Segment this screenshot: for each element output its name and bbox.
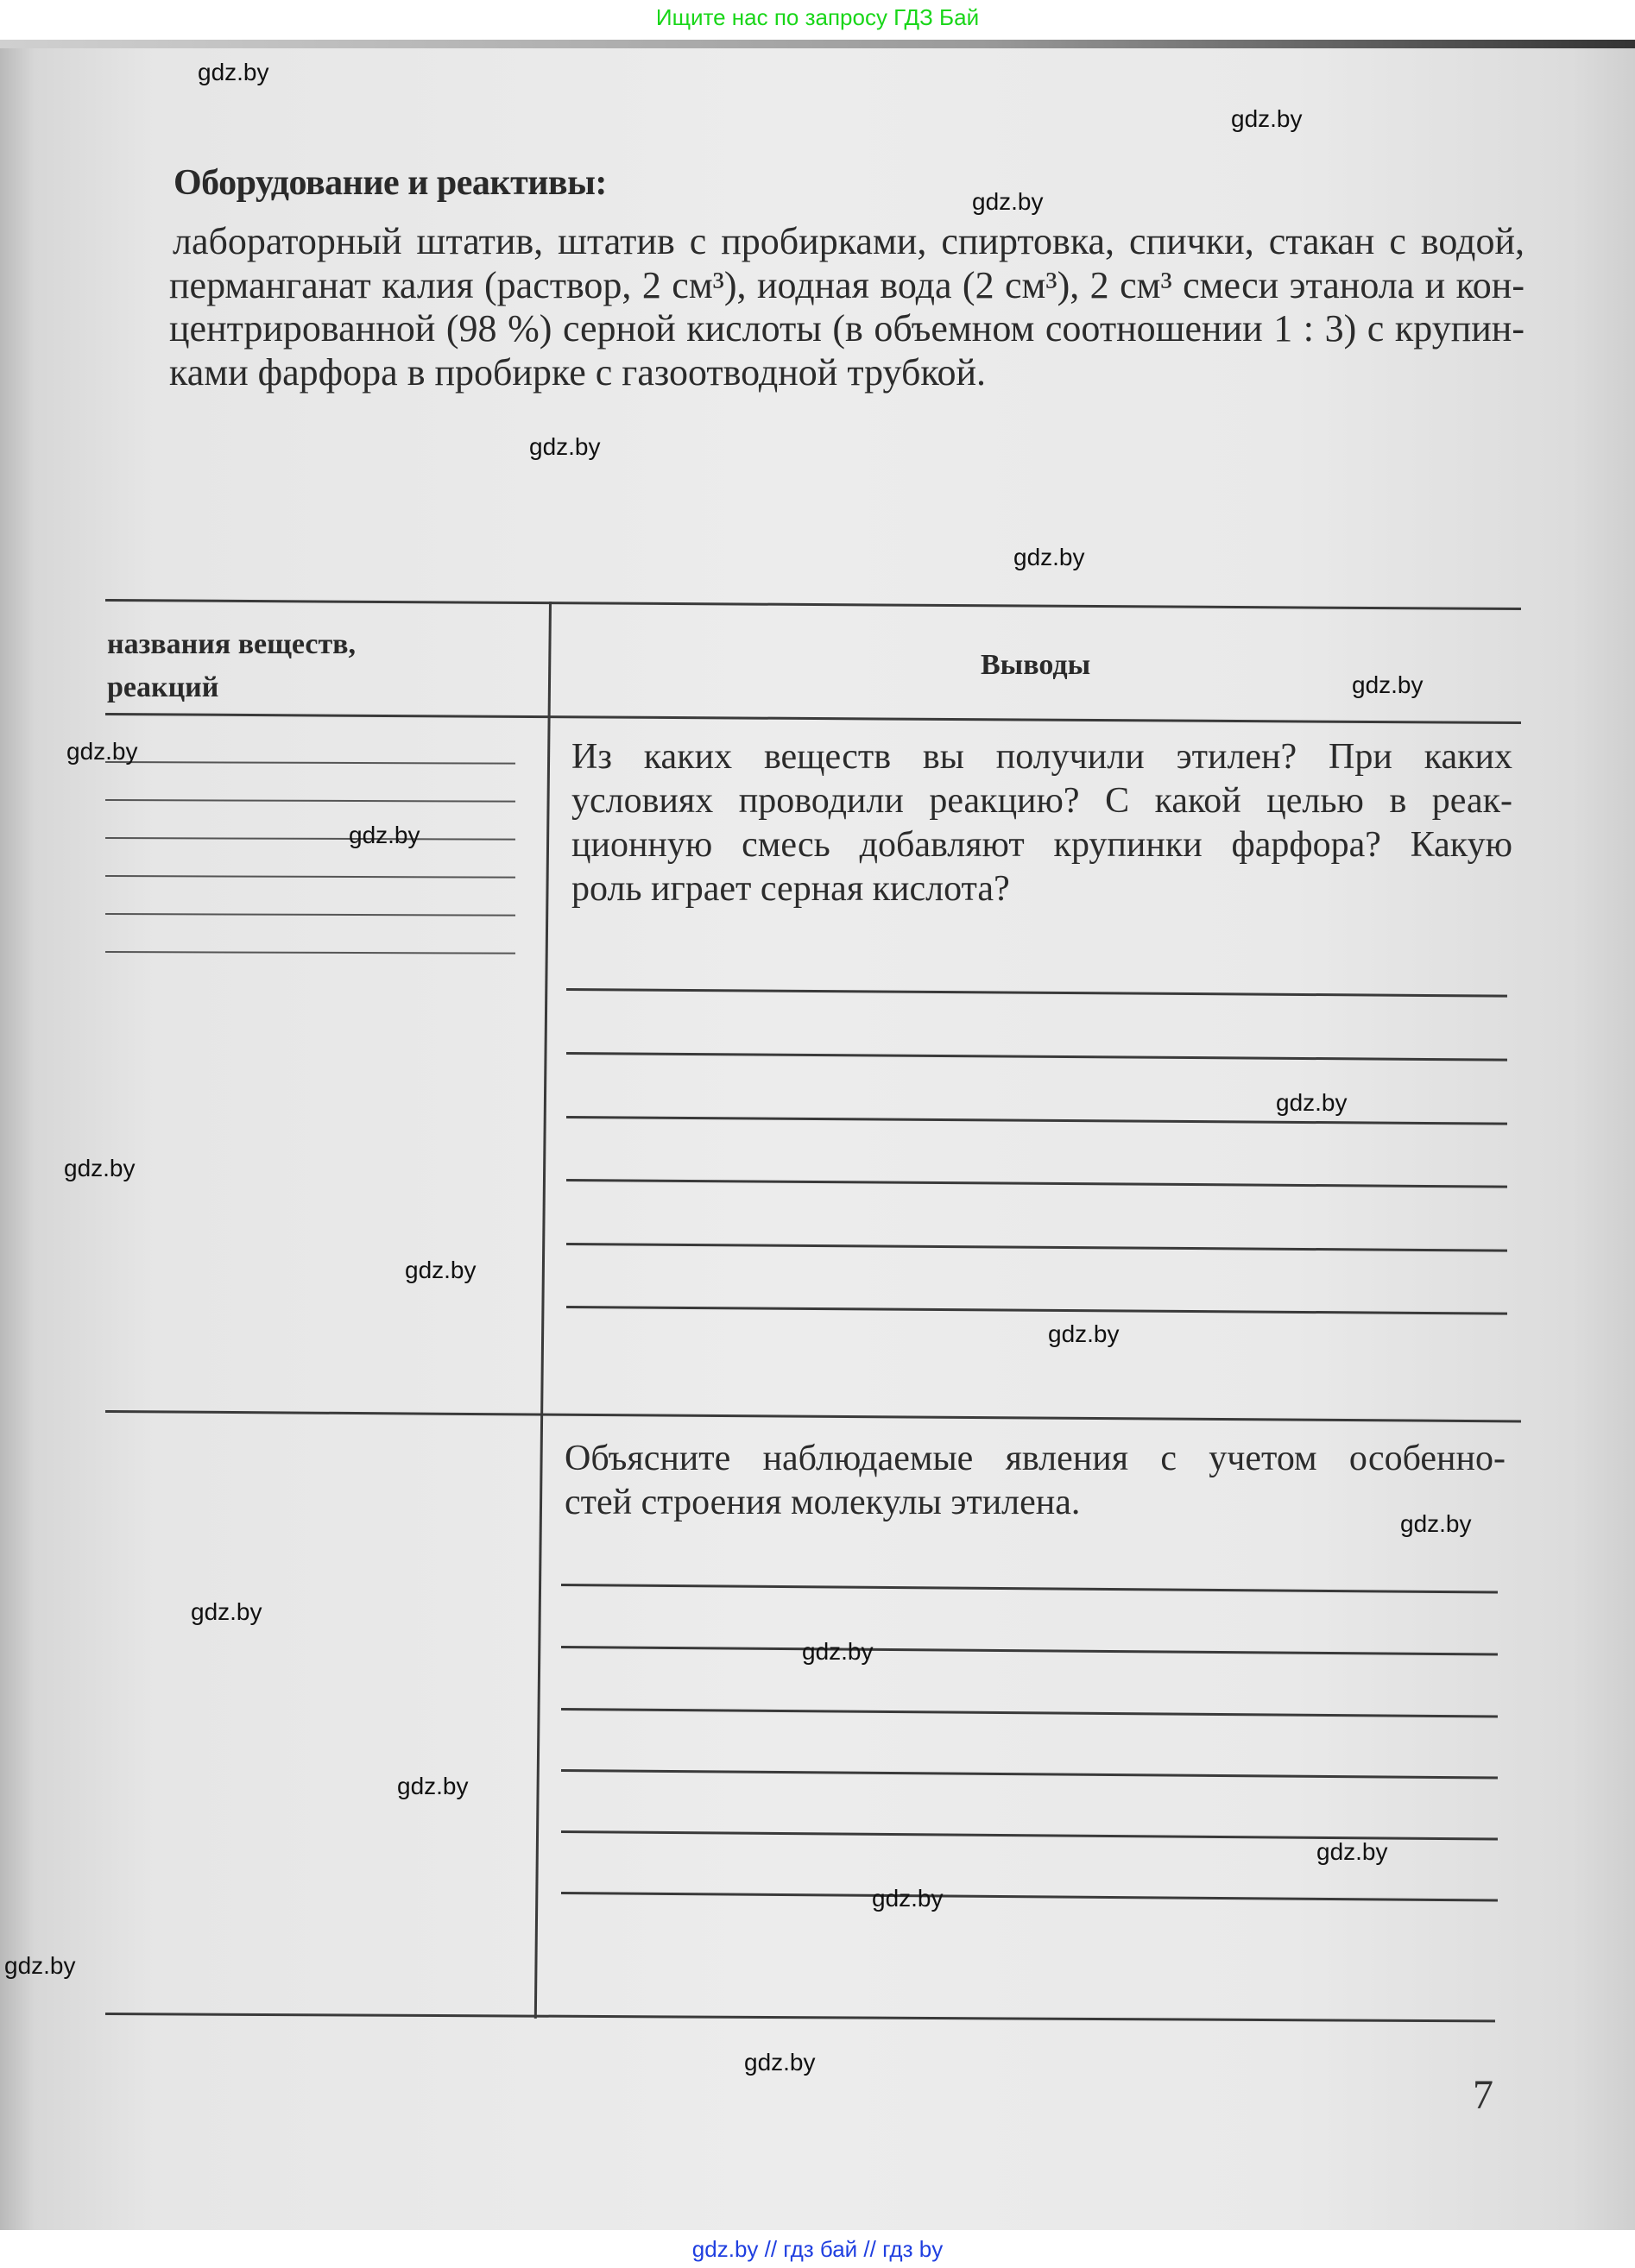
equipment-line: ками фарфора в пробирке с газоотводной трубкой. [169,350,987,394]
watermark: gdz.by [802,1638,874,1665]
watermark: gdz.by [1231,105,1303,132]
watermark: gdz.by [872,1885,944,1912]
column-header-substances [107,623,356,709]
question-line: стей строения молекулы этилена. [565,1483,1081,1522]
question-line: роль играет серная кислота? [571,869,1010,909]
watermark: gdz.by [405,1257,477,1283]
watermark: gdz.by [744,2049,816,2076]
watermark: gdz.by [529,433,601,460]
equipment-line: перманганат калия (раствор, 2 см³), иодная вода (2 см³), 2 см³ смеси этанола и кон- [169,263,1525,306]
watermark: gdz.by [1013,544,1085,570]
page-number: 7 [1473,2072,1493,2118]
watermark: gdz.by [64,1155,136,1181]
watermark: gdz.by [1048,1320,1120,1347]
equipment-list [169,220,1525,394]
top-banner[interactable]: Ищите нас по запросу ГДЗ Бай [0,0,1635,40]
watermark: gdz.by [972,188,1044,215]
question-line: Объясните наблюдаемые явления с учетом особенно- [565,1439,1506,1478]
watermark: gdz.by [191,1598,262,1625]
equipment-line: центрированной (98 %) серной кислоты (в объемном соотношении 1 : 3) с крупин- [169,307,1525,350]
watermark: gdz.by [349,822,420,848]
column-header-conclusions: Выводы [981,649,1091,681]
equipment-heading: Оборудование и реактивы: [174,163,607,203]
watermark: gdz.by [1352,671,1424,698]
equipment-line: лабораторный штатив, штатив с пробирками, спиртовка, спички, стакан с водой, [173,220,1525,262]
page-edge-shadow [0,40,1635,48]
question-ethylene-structure [565,1437,1506,1525]
watermark: gdz.by [4,1952,76,1979]
watermark: gdz.by [1276,1089,1348,1116]
watermark: gdz.by [1400,1510,1472,1537]
question-ethylene-preparation [571,735,1512,911]
question-line: ционную смесь добавляют крупинки фарфора? Какую [571,825,1512,865]
watermark: gdz.by [198,59,269,85]
question-line: Из каких веществ вы получили этилен? При каких [571,737,1512,777]
column-header-line: названия веществ, [107,628,357,660]
watermark: gdz.by [66,738,138,765]
question-line: условиях проводили реакцию? С какой целью в реак- [571,781,1512,821]
watermark: gdz.by [397,1773,469,1799]
bottom-banner[interactable]: gdz.by // гдз бай // гдз by [0,2230,1635,2268]
column-header-line: реакций [107,671,219,703]
watermark: gdz.by [1316,1838,1388,1865]
